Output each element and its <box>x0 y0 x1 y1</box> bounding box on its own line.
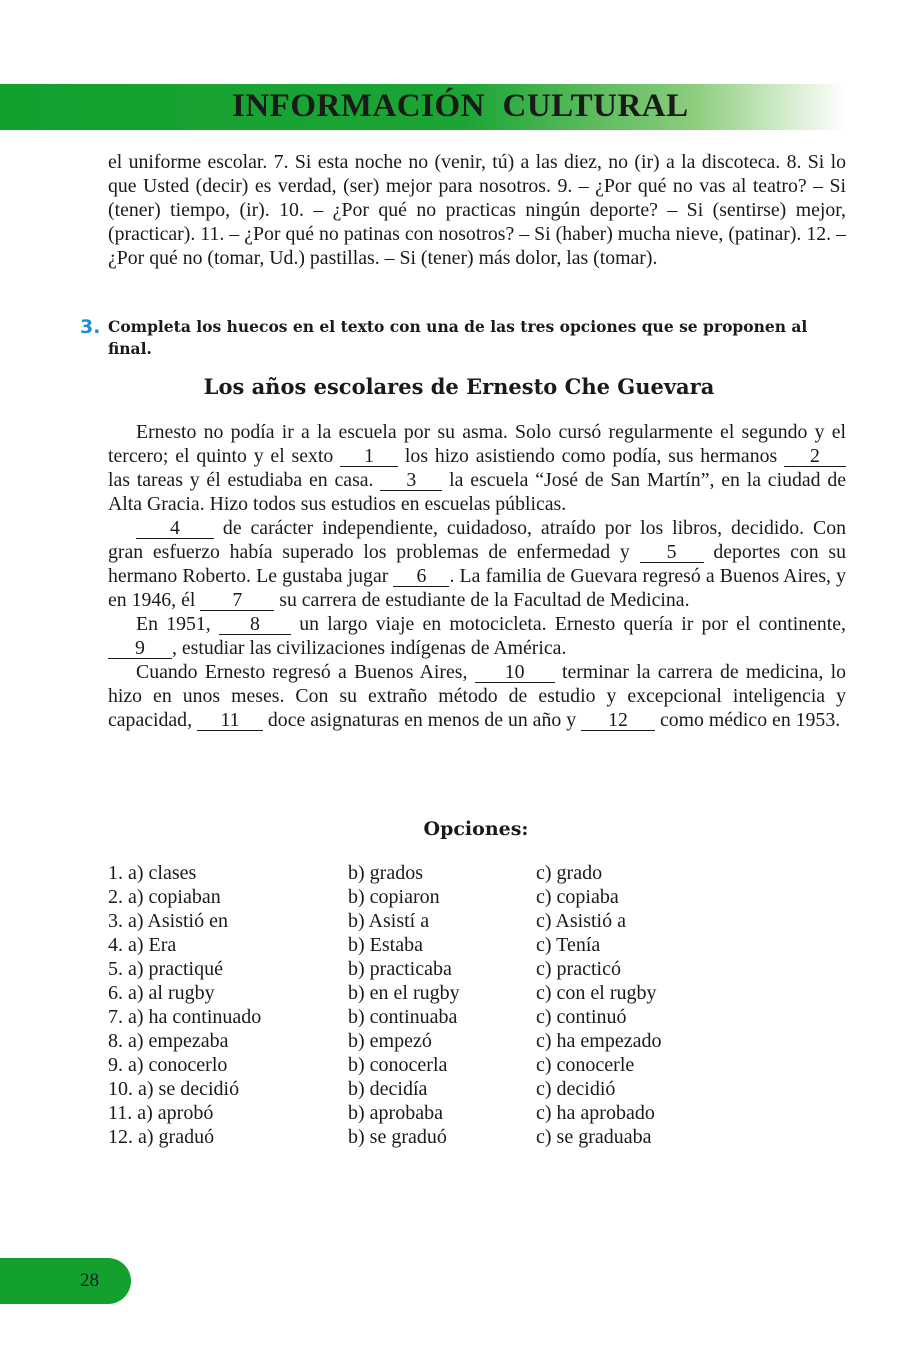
text-segment: su carrera de estudiante de la Facultad de Medicina. <box>274 589 690 611</box>
option-row <box>108 1053 848 1077</box>
option-row <box>108 861 848 885</box>
section-title: INFORMACIÓN CULTURAL <box>232 88 689 124</box>
page-number: 28 <box>80 1270 99 1291</box>
text-segment: En 1951, <box>136 613 219 635</box>
text-segment: como médico en 1953. <box>655 709 841 731</box>
text-segment: de carácter independiente, cuidadoso, atraído por los libros, decidido. Con gran esfuerzo había superado los problemas de enfermedad y <box>108 517 846 563</box>
option-a: 12. a) graduó <box>108 1126 215 1148</box>
option-c: c) conocerle <box>536 1054 635 1076</box>
option-a: 3. a) Asistió en <box>108 910 228 932</box>
story-paragraph-4 <box>108 660 846 732</box>
blank-7: 7 <box>200 591 274 611</box>
option-row <box>108 981 848 1005</box>
text-segment: terminar la carrera de medicina, lo hizo en unos meses. Con su extraño método de estudio y excepcional inteligencia y capacidad, <box>108 661 846 731</box>
option-b: b) en el rugby <box>348 982 460 1004</box>
option-b: b) grados <box>348 862 423 884</box>
blank-11: 11 <box>197 711 263 731</box>
blank-9: 9 <box>108 639 172 659</box>
option-b: b) continuaba <box>348 1006 458 1028</box>
option-a: 6. a) al rugby <box>108 982 215 1004</box>
option-a: 7. a) ha continuado <box>108 1006 262 1028</box>
option-c: c) decidió <box>536 1078 616 1100</box>
option-c: c) ha empezado <box>536 1030 662 1052</box>
blank-10: 10 <box>475 663 555 683</box>
option-row <box>108 885 848 909</box>
text-segment: las tareas y él estudiaba en casa. <box>108 469 381 491</box>
option-a: 8. a) empezaba <box>108 1030 229 1052</box>
option-c: c) practicó <box>536 958 621 980</box>
blank-3: 3 <box>380 471 442 491</box>
option-row <box>108 933 848 957</box>
option-a: 9. a) conocerlo <box>108 1054 228 1076</box>
option-row <box>108 909 848 933</box>
option-row <box>108 1077 848 1101</box>
text-segment: un largo viaje en motocicleta. Ernesto quería ir por el continente, <box>290 613 846 635</box>
exercise-number: 3. <box>80 316 101 338</box>
text-segment: Cuando Ernesto regresó a Buenos Aires, <box>136 661 475 683</box>
option-row <box>108 1005 848 1029</box>
option-b: b) Asistí a <box>348 910 430 932</box>
text-segment: los hizo asistiendo como podía, sus hermanos <box>398 445 784 467</box>
continuation-text: el uniforme escolar. 7. Si esta noche no (venir, tú) a las diez, no (ir) a la discoteca. 8. Si lo que Usted (decir) es verdad, (ser) mejor para nosotros. 9. – ¿Por qué no vas al teatro? – Si (tener) tiempo, (ir). 10. – ¿Por qué no practicas ningún deporte? – Si (sentirse) mejor, (practicar). 11. – ¿Por qué no patinas con nosotros? – Si (haber) mucha nieve, (patinar). 12. – ¿Por qué no (tomar, Ud.) pastillas. – Si (tener) más dolor, las (tomar). <box>108 151 846 269</box>
story-paragraph-3 <box>108 612 846 660</box>
option-row <box>108 1101 848 1125</box>
option-b: b) Estaba <box>348 934 423 956</box>
option-row <box>108 1125 848 1149</box>
option-c: c) con el rugby <box>536 982 657 1004</box>
page-number-tab <box>0 1258 131 1304</box>
option-b: b) decidía <box>348 1078 428 1100</box>
story-paragraph-2 <box>108 516 846 612</box>
story-paragraph-1 <box>108 420 846 516</box>
text-segment: , estudiar las civilizaciones indígenas de América. <box>172 637 567 659</box>
text-segment: deportes con su hermano Roberto. Le gustaba jugar <box>108 541 847 587</box>
blank-4: 4 <box>136 519 214 539</box>
option-c: c) Tenía <box>536 934 601 956</box>
blank-8: 8 <box>219 615 291 635</box>
option-c: c) Asistió a <box>536 910 626 932</box>
blank-6: 6 <box>393 567 449 587</box>
story-text <box>108 420 846 732</box>
option-b: b) copiaron <box>348 886 440 908</box>
text-segment: Ernesto no podía ir a la escuela por su asma. Solo cursó regularmente el segundo y el tercero; el quinto y el sexto <box>108 421 846 467</box>
option-c: c) copiaba <box>536 886 619 908</box>
blank-5: 5 <box>640 543 704 563</box>
option-b: b) se graduó <box>348 1126 447 1148</box>
option-a: 4. a) Era <box>108 934 177 956</box>
blank-12: 12 <box>581 711 655 731</box>
option-a: 1. a) clases <box>108 862 197 884</box>
option-a: 10. a) se decidió <box>108 1078 240 1100</box>
option-c: c) grado <box>536 862 603 884</box>
text-segment: doce asignaturas en menos de un año y <box>262 709 582 731</box>
blank-2: 2 <box>784 447 846 467</box>
option-b: b) empezó <box>348 1030 432 1052</box>
text-segment: la escuela “José de San Martín”, en la ciudad de Alta Gracia. Hizo todos sus estudios en escuelas públicas. <box>108 469 847 515</box>
option-b: b) conocerla <box>348 1054 448 1076</box>
option-row <box>108 1029 848 1053</box>
story-title: Los años escolares de Ernesto Che Guevara <box>203 374 715 399</box>
option-b: b) aprobaba <box>348 1102 443 1124</box>
option-c: c) ha aprobado <box>536 1102 655 1124</box>
blank-1: 1 <box>340 447 398 467</box>
option-c: c) se graduaba <box>536 1126 652 1148</box>
option-row <box>108 957 848 981</box>
option-a: 5. a) practiqué <box>108 958 223 980</box>
option-b: b) practicaba <box>348 958 452 980</box>
option-a: 2. a) copiaban <box>108 886 221 908</box>
option-c: c) continuó <box>536 1006 627 1028</box>
exercise-instruction: Completa los huecos en el texto con una de las tres opciones que se proponen al final. <box>108 317 808 358</box>
text-segment: . La familia de Guevara regresó a Buenos Aires, y en 1946, él <box>108 565 846 611</box>
options-heading: Opciones: <box>423 818 529 840</box>
option-a: 11. a) aprobó <box>108 1102 214 1124</box>
